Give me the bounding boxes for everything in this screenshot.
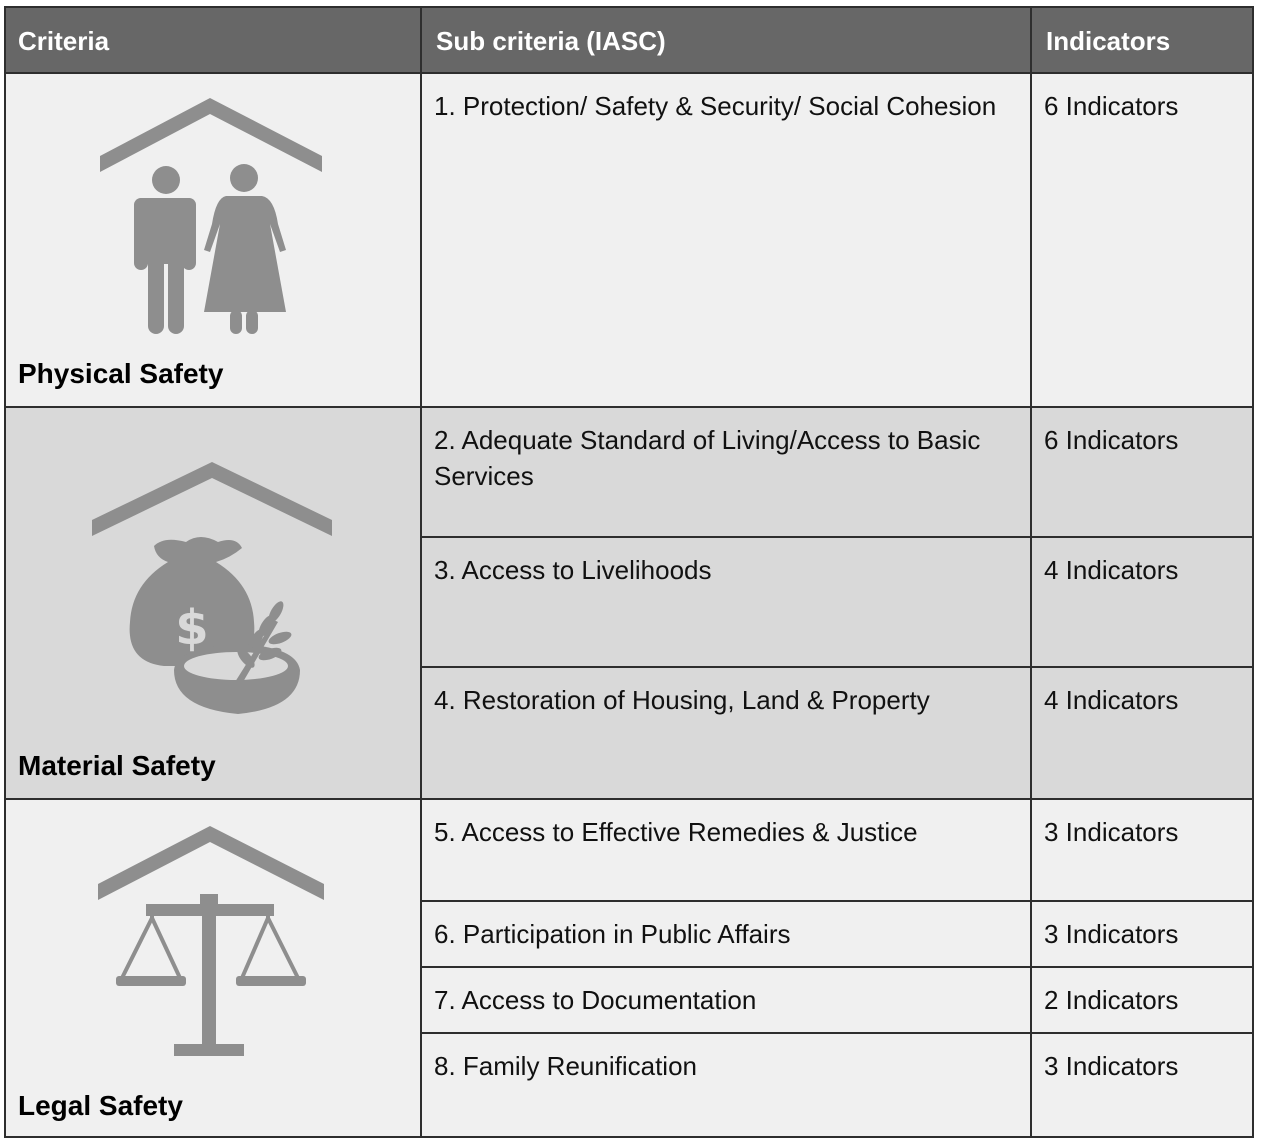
- criteria-cell-physical-safety: [4, 72, 420, 408]
- sub-criteria-cell: 4. Restoration of Housing, Land & Property: [420, 666, 1030, 800]
- indicators-cell: 3 Indicators: [1030, 798, 1254, 902]
- indicators-cell: 2 Indicators: [1030, 966, 1254, 1034]
- criteria-cell-legal-safety: [4, 798, 420, 1138]
- header-sub-criteria: Sub criteria (IASC): [420, 6, 1030, 74]
- header-criteria: Criteria: [4, 6, 420, 74]
- sub-criteria-cell: 3. Access to Livelihoods: [420, 536, 1030, 668]
- indicators-cell: 3 Indicators: [1030, 1032, 1254, 1138]
- sub-criteria-cell: 5. Access to Effective Remedies & Justice: [420, 798, 1030, 902]
- indicators-cell: 6 Indicators: [1030, 72, 1254, 408]
- dollar-sign-icon: $: [175, 600, 209, 656]
- criteria-table: [4, 6, 1254, 1138]
- sub-criteria-cell: 6. Participation in Public Affairs: [420, 900, 1030, 968]
- criteria-label-physical-safety: Physical Safety: [18, 358, 224, 389]
- indicators-cell: 4 Indicators: [1030, 536, 1254, 668]
- criteria-label-material-safety: Material Safety: [18, 750, 216, 781]
- house-money-bag-food-icon: [4, 408, 420, 802]
- sub-criteria-cell: 7. Access to Documentation: [420, 966, 1030, 1034]
- criteria-cell-material-safety: [4, 406, 420, 800]
- sub-criteria-cell: 1. Protection/ Safety & Security/ Social Cohesion: [420, 72, 1030, 408]
- indicators-cell: 6 Indicators: [1030, 406, 1254, 538]
- indicators-cell: 3 Indicators: [1030, 900, 1254, 968]
- house-scales-icon: [4, 800, 420, 1140]
- criteria-label-legal-safety: Legal Safety: [18, 1090, 183, 1121]
- sub-criteria-cell: 2. Adequate Standard of Living/Access to Basic Services: [420, 406, 1030, 538]
- sub-criteria-cell: 8. Family Reunification: [420, 1032, 1030, 1138]
- header-indicators: Indicators: [1030, 6, 1254, 74]
- indicators-cell: 4 Indicators: [1030, 666, 1254, 800]
